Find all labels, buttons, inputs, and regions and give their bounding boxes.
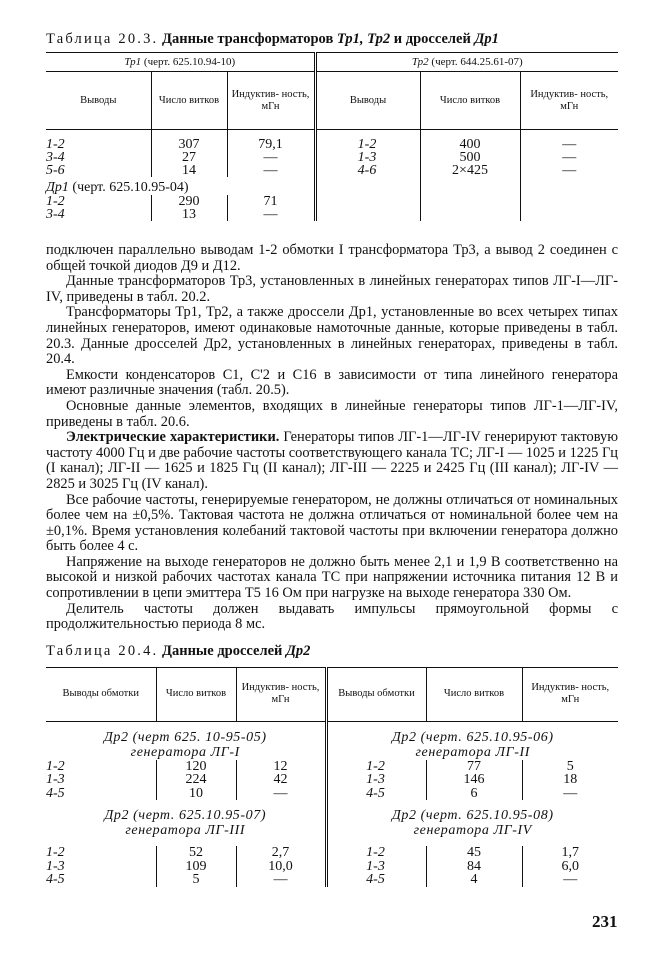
cell: 109 — [156, 860, 236, 874]
cell: 1-3 — [326, 773, 426, 787]
cell: 71 — [227, 195, 315, 208]
paragraph: Емкости конденсаторов C1, C'2 и C16 в зависимости от типа линейного генератора имеют различные значения (табл. 20.5). — [46, 366, 618, 399]
section-title-line: Др2 (черт. 625.10.95-06) — [391, 729, 554, 745]
caption-text: Данные дросселей — [162, 642, 283, 659]
col-header: Число витков — [156, 667, 236, 721]
cell: — — [563, 872, 578, 888]
cell: 5-6 — [46, 164, 151, 177]
table-row — [46, 787, 618, 801]
section-title-line: Др2 (черт 625. 10-95-05) — [103, 729, 267, 745]
paragraph: Данные трансформаторов Тр3, установленных в линейных генераторах типов ЛГ-I—ЛГ-IV, приведены в табл. 20.2. — [46, 273, 618, 305]
col-header: Выводы — [46, 72, 151, 130]
paragraph-body: Генераторы типов ЛГ-1—ЛГ-IV генерируют тактовую частоту 4000 Гц и две рабочие частоты соответствующего канала ТС; ЛГ-I — 1025 и 1225 Гц (I канал); ЛГ-II — 1625 и 1825 Гц (II канал); ЛГ-III — 2225 и 2425 Гц (III канал); ЛГ-IV — 2825 и 3025 Гц (IV канал). — [46, 429, 618, 492]
col-header: Число витков — [420, 72, 520, 130]
cell: — — [227, 151, 315, 164]
col-header: Число витков — [151, 72, 227, 130]
cell: 1-2 — [315, 138, 420, 151]
group-header-tp1 — [46, 53, 315, 72]
table-subsection-row — [46, 177, 618, 195]
cell: 5 — [156, 873, 236, 887]
section-title — [326, 730, 618, 760]
cell: — — [227, 164, 315, 177]
group-drawing: (черт. 625.10.94-10) — [143, 56, 236, 68]
cell: — — [227, 208, 315, 221]
col-header: Выводы — [315, 72, 420, 130]
body-text — [46, 243, 618, 633]
paragraph: Все рабочие частоты, генерируемые генератором, не должны отличаться от номинальных более чем на ±0,5%. Тактовая частота не должна отличаться от номинальной более чем на ±0,1%. Время установления колебаний тактовой частоты при включении генератора должно быть более 4 с. — [46, 491, 618, 555]
cell: 307 — [151, 138, 227, 151]
caption-text: Данные трансформаторов — [162, 31, 334, 47]
page-number: 231 — [592, 912, 618, 931]
cell: 146 — [426, 773, 522, 787]
table-row — [46, 208, 618, 221]
cell: 5 — [566, 758, 574, 774]
table-row — [46, 846, 618, 860]
table-20-3-caption — [46, 30, 618, 48]
table-row — [46, 860, 618, 874]
cell: — — [563, 785, 578, 801]
section-title — [46, 730, 326, 760]
cell: 27 — [151, 151, 227, 164]
cell: 45 — [426, 846, 522, 860]
section-title-line: генератора ЛГ-I — [130, 744, 240, 760]
cell: 2×425 — [420, 164, 520, 177]
cell: 1-3 — [46, 860, 156, 874]
paragraph: Напряжение на выходе генераторов не должно быть менее 2,1 и 1,9 В соответственно на высокой и низкой рабочих частотах канала ТС при напряжении источника питания 12 В и сопротивлении в цепи эмиттера Т5 16 Ом при нагрузке на выходе генератора 330 Ом. — [46, 553, 618, 602]
cell: 1-2 — [46, 846, 156, 860]
section-title-row — [46, 808, 618, 838]
cell: 10,0 — [236, 860, 326, 874]
cell: 6,0 — [561, 858, 579, 874]
cell: — — [236, 787, 326, 801]
section-title-row — [46, 730, 618, 760]
cell: 1-2 — [326, 846, 426, 860]
table-row — [46, 873, 618, 887]
paragraph: подключен параллельно выводам 1-2 обмотки I трансформатора Тр3, а вывод 2 соединен с общей точкой диодов Д9 и Д12. — [46, 242, 618, 274]
cell: 1-2 — [46, 195, 151, 208]
cell: — — [562, 163, 577, 178]
cell: 4-5 — [46, 873, 156, 887]
cell: 120 — [156, 760, 236, 774]
col-header: Индуктив- ность, мГн — [236, 667, 326, 721]
table-row — [46, 773, 618, 787]
cell: 1-3 — [326, 860, 426, 874]
caption-prefix: Таблица 20.3. — [46, 31, 159, 47]
table-20-4 — [46, 667, 618, 887]
cell: 1-3 — [46, 773, 156, 787]
cell: 10 — [156, 787, 236, 801]
col-header: Индуктив- ность, мГн — [530, 88, 609, 112]
cell: 14 — [151, 164, 227, 177]
section-title-line: генератора ЛГ-IV — [413, 823, 532, 839]
paragraph: Трансформаторы Тр1, Тр2, а также дроссели Др1, установленные во всех четырех типах линейных генераторов, имеют одинаковые намоточные данные, которые приведены в табл. 20.3. Данные дросселей Др2, установленных в линейных генераторах, приведены в табл. 20.4. — [46, 304, 618, 368]
col-header: Число витков — [426, 667, 522, 721]
caption-tp2: Тр2 — [367, 31, 391, 47]
table-row — [46, 138, 618, 151]
cell: 77 — [426, 760, 522, 774]
paragraph: Делитель частоты должен выдавать импульсы прямоугольной формы с продолжительностью периода 8 мс. — [46, 600, 618, 633]
cell: 1-3 — [315, 151, 420, 164]
cell: 3-4 — [46, 208, 151, 221]
caption-and: и дросселей — [393, 31, 471, 47]
cell: 3-4 — [46, 151, 151, 164]
section-title-line: генератора ЛГ-II — [415, 744, 530, 760]
subsection-drawing: (черт. 625.10.95-04) — [72, 180, 189, 195]
cell: — — [562, 150, 577, 165]
cell: 6 — [426, 787, 522, 801]
cell: 52 — [156, 846, 236, 860]
section-heading: Электрические характеристики. — [66, 429, 280, 446]
cell: 4 — [426, 873, 522, 887]
cell: 1,7 — [561, 845, 579, 861]
cell: 42 — [236, 773, 326, 787]
cell: 1-2 — [46, 138, 151, 151]
col-header: Индуктив- ность, мГн — [227, 72, 315, 130]
cell: 4-5 — [326, 787, 426, 801]
cell: 1-2 — [326, 760, 426, 774]
cell: 1-2 — [46, 760, 156, 774]
cell: — — [562, 137, 577, 152]
subsection-title — [46, 177, 315, 195]
table-row — [46, 151, 618, 164]
cell: 84 — [426, 860, 522, 874]
group-name: Тр1 — [124, 56, 142, 68]
caption-dr2: Др2 — [286, 642, 311, 659]
cell: 4-5 — [46, 787, 156, 801]
caption-dr1: Др1 — [474, 31, 499, 47]
section-title — [46, 808, 326, 838]
page-content — [46, 30, 618, 887]
cell: 79,1 — [227, 138, 315, 151]
caption-prefix: Таблица 20.4. — [46, 642, 159, 659]
col-header: Индуктив- ность, мГн — [531, 682, 610, 706]
cell: 18 — [563, 772, 578, 788]
cell: 290 — [151, 195, 227, 208]
section-title-line: Др2 (черт. 625.10.95-08) — [391, 808, 554, 824]
table-row — [46, 760, 618, 774]
cell: 500 — [420, 151, 520, 164]
cell: 13 — [151, 208, 227, 221]
cell: 4-5 — [326, 873, 426, 887]
cell: 2,7 — [236, 846, 326, 860]
group-drawing: (черт. 644.25.61-07) — [431, 56, 523, 68]
section-title — [326, 808, 618, 838]
table-row — [46, 164, 618, 177]
cell: 12 — [236, 760, 326, 774]
table-row — [46, 195, 618, 208]
cell: 400 — [420, 138, 520, 151]
subsection-name: Др1 — [46, 180, 69, 195]
cell: 224 — [156, 773, 236, 787]
group-name: Тр2 — [411, 56, 429, 68]
table-20-3 — [46, 52, 618, 221]
col-header: Выводы обмотки — [46, 667, 156, 721]
group-header-tp2 — [315, 53, 618, 72]
col-header: Выводы обмотки — [326, 667, 426, 721]
cell: 4-6 — [315, 164, 420, 177]
section-title-line: генератора ЛГ-III — [125, 823, 246, 839]
section-title-line: Др2 (черт. 625.10.95-07) — [104, 808, 267, 824]
paragraph: Основные данные элементов, входящих в линейные генераторы типов ЛГ-1—ЛГ-IV, приведены в табл. 20.6. — [46, 397, 618, 430]
table-20-4-caption — [46, 642, 618, 660]
paragraph — [46, 430, 618, 492]
cell: — — [236, 873, 326, 887]
caption-tp1: Тр1, — [336, 31, 364, 47]
